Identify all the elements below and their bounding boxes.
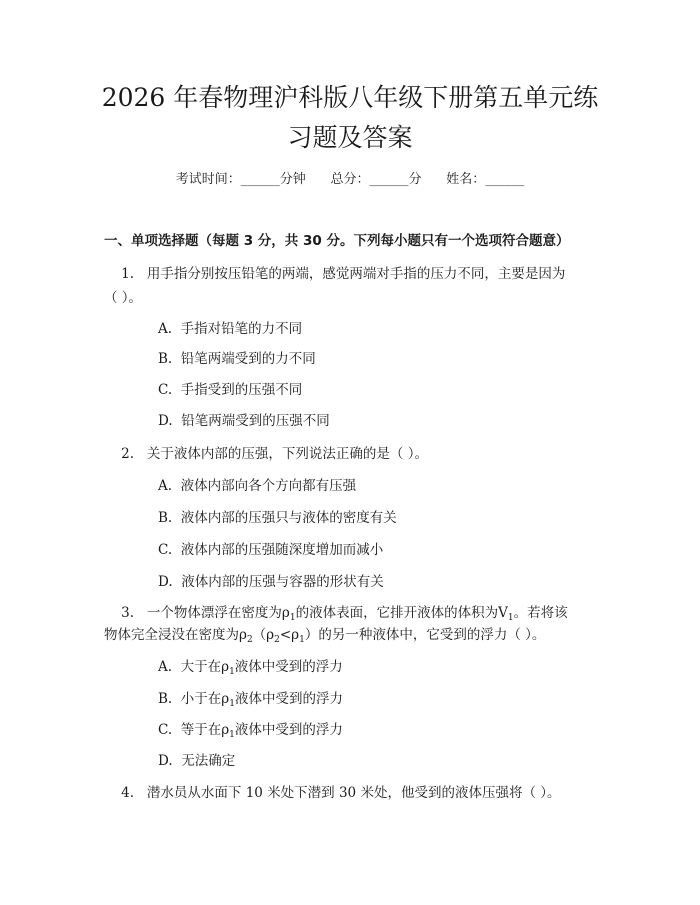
question-2-option-c: C. 液体内部的压强随深度增加而减小 (158, 542, 384, 558)
question-2-text: 2. 关于液体内部的压强，下列说法正确的是（ ）。 (104, 446, 428, 462)
question-2-option-a: A. 液体内部向各个方向都有压强 (158, 478, 357, 494)
question-2-option-b: B. 液体内部的压强只与液体的密度有关 (158, 510, 397, 526)
question-3-option-b: B. 小于在$\rho_1$液体中受到的浮力 (158, 691, 343, 709)
question-1-option-c: C. 手指受到的压强不同 (158, 382, 303, 398)
question-3-option-d: D. 无法确定 (158, 753, 236, 769)
question-3-text: 3. 一个物体漂浮在密度为$\rho_1$的液体表面，它排开液体的体积为$V_1$。若将该 (104, 605, 568, 623)
question-1-option-b: B. 铅笔两端受到的力不同 (158, 351, 316, 367)
question-2-option-d: D. 液体内部的压强与容器的形状有关 (158, 574, 384, 590)
question-4-text: 4. 潜水员从水面下 10 米处下潜到 30 米处，他受到的液体压强将（ ）。 (104, 785, 561, 801)
question-1-text: 1. 用手指分别按压铅笔的两端，感觉两端对手指的压力不同，主要是因为 (104, 266, 566, 282)
document-title (80, 78, 620, 158)
question-1-option-a: A. 手指对铅笔的力不同 (158, 321, 303, 337)
section-heading: 一、单项选择题（每题 3 分，共 30 分。下列每小题只有一个选项符合题意） (104, 233, 570, 249)
question-3-option-c: C. 等于在$\rho_1$液体中受到的浮力 (158, 722, 343, 740)
exam-info-line: 考试时间：______分钟 总分：______分 姓名：______ (175, 172, 525, 187)
question-3-text-cont: 物体完全浸没在密度为$\rho_2(\rho_2<\rho_1)$的另一种液体中，它受到的浮力（ ）。 (104, 627, 546, 645)
title-line-2: 习题及答案 (287, 123, 413, 152)
question-1-text-cont: （ ）。 (104, 290, 143, 306)
title-line-1: 2026 年春物理沪科版八年级下册第五单元练 (101, 83, 599, 112)
question-3-option-a: A. 大于在$\rho_1$液体中受到的浮力 (158, 659, 343, 677)
question-1-option-d: D. 铅笔两端受到的压强不同 (158, 413, 330, 429)
